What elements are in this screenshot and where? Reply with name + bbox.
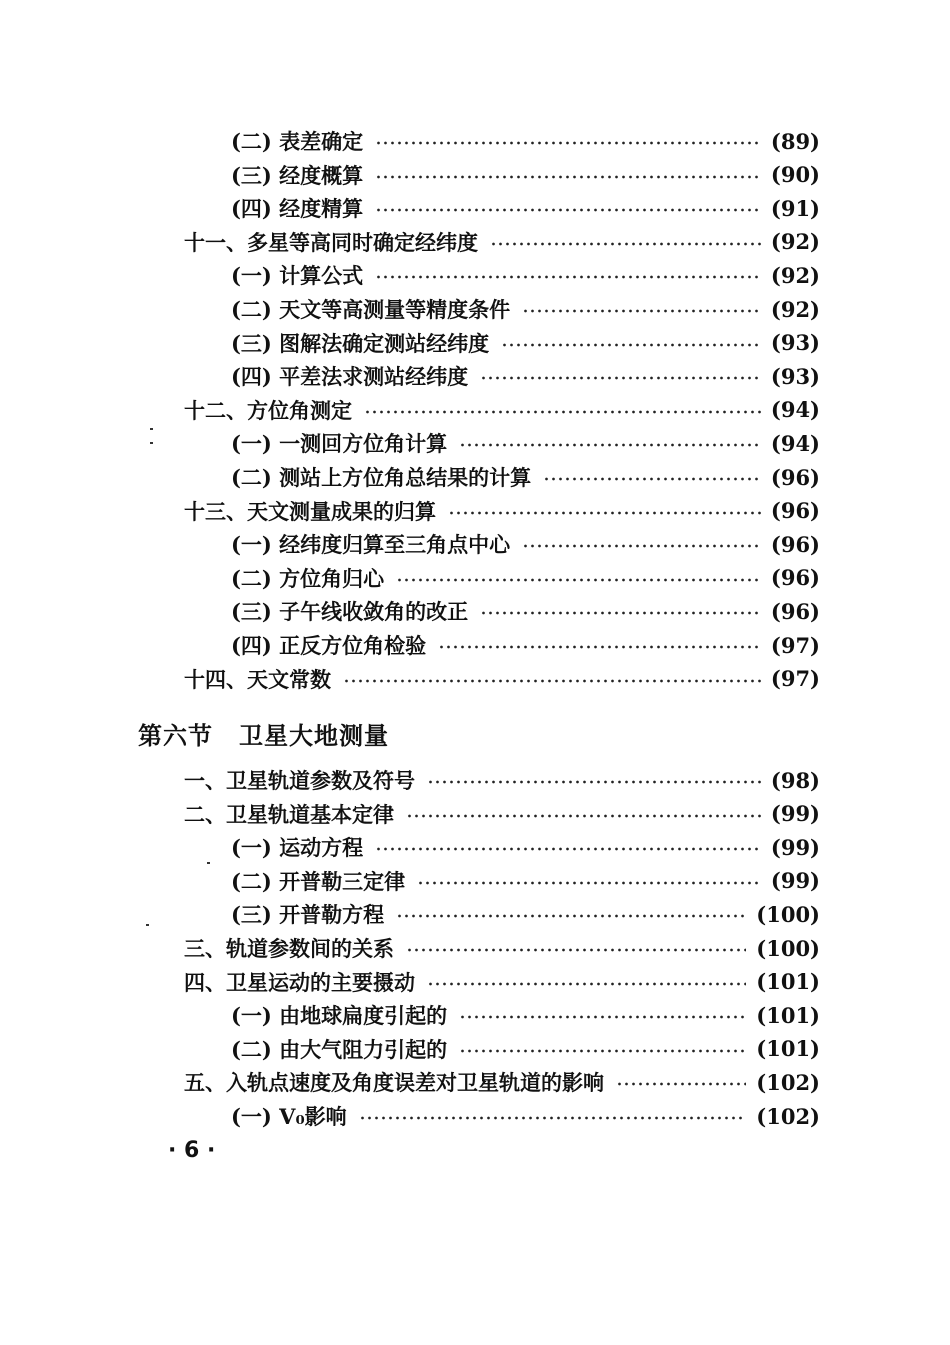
toc-entry-title: (一) 一测回方位角计算 (231, 431, 448, 457)
dot-leader (522, 544, 761, 548)
toc-entry (184, 966, 820, 998)
toc-entry-title: 一、卫星轨道参数及符号 (184, 768, 415, 793)
dot-leader (438, 645, 761, 649)
toc-entry (231, 562, 820, 594)
toc-entry-title: (二) 天文等高测量等精度条件 (231, 297, 511, 322)
toc-entry-title: 十三、天文测量成果的归算 (184, 498, 436, 524)
toc-entry-page: (94) (770, 430, 820, 456)
toc-entry-title: 三、轨道参数间的关系 (184, 936, 394, 961)
toc-entry-title: (一) 由地球扁度引起的 (231, 1003, 448, 1029)
dot-leader (522, 309, 761, 313)
toc-entry-title: (四) 经度精算 (231, 196, 364, 222)
toc-entry-page: (96) (770, 531, 820, 557)
dot-leader (417, 881, 761, 885)
section-number: 第六节 (138, 722, 213, 750)
toc-entry-page: (101) (756, 1002, 820, 1028)
scan-speck (146, 924, 149, 926)
toc-entry-page: (99) (770, 801, 820, 827)
scan-speck (150, 428, 153, 430)
toc-entry-title: 十四、天文常数 (184, 666, 331, 692)
dot-leader (543, 477, 761, 481)
toc-entry (184, 495, 820, 527)
toc-entry (231, 898, 820, 930)
toc-entry-title: 五、入轨点速度及角度误差对卫星轨道的影响 (184, 1070, 604, 1096)
toc-entry (231, 461, 820, 493)
toc-entry-title: (三) 子午线收敛角的改正 (231, 599, 469, 625)
dot-leader (480, 376, 761, 380)
dot-leader (448, 511, 761, 515)
toc-entry-page: (101) (756, 969, 820, 995)
toc-entry-page: (93) (770, 330, 820, 356)
toc-entry-title: 四、卫星运动的主要摄动 (184, 969, 415, 995)
dot-leader (406, 814, 761, 818)
toc-entry-title: (二) 表差确定 (231, 129, 364, 154)
toc-entry-page: (99) (770, 868, 820, 894)
toc-entry-page: (96) (770, 498, 820, 524)
toc-entry (231, 327, 820, 359)
toc-entry (231, 159, 820, 191)
toc-entry-page: (100) (756, 901, 820, 927)
toc-entry-title: 十一、多星等高同时确定经纬度 (184, 229, 478, 255)
toc-entry-page: (100) (756, 935, 820, 961)
toc-entry (184, 764, 820, 796)
toc-entry (231, 528, 820, 560)
toc-entry-page: (89) (770, 128, 820, 154)
dot-leader (375, 141, 761, 145)
toc-entry (184, 226, 820, 258)
page-number: · 6 · (168, 1138, 216, 1163)
toc-entry (231, 595, 820, 627)
dot-leader (343, 679, 761, 683)
toc-entry (231, 259, 820, 291)
toc-entry (184, 932, 820, 964)
toc-entry (231, 831, 820, 863)
toc-entry (231, 125, 820, 157)
toc-entry-title: (三) 图解法确定测站经纬度 (231, 330, 490, 356)
toc-entry-page: (96) (770, 598, 820, 624)
toc-entry (231, 865, 820, 897)
dot-leader (480, 611, 761, 615)
toc-entry-title: (三) 开普勒方程 (231, 902, 385, 928)
dot-leader (396, 578, 761, 582)
dot-leader (459, 1015, 746, 1019)
dot-leader (396, 914, 746, 918)
toc-entry (184, 1066, 820, 1098)
dot-leader (364, 410, 761, 414)
section-title: 卫星大地测量 (239, 722, 389, 750)
toc-entry-title: (四) 平差法求测站经纬度 (231, 364, 469, 390)
scan-speck (207, 862, 210, 864)
toc-entry-page: (92) (770, 229, 820, 255)
toc-entry-page: (98) (770, 767, 820, 793)
scan-speck (150, 442, 153, 444)
section-heading (138, 716, 389, 751)
toc-entry-page: (92) (770, 296, 820, 322)
toc-entry (231, 427, 820, 459)
toc-entry-page: (94) (770, 397, 820, 423)
toc-entry-title: (四) 正反方位角检验 (231, 633, 427, 658)
toc-entry (231, 629, 820, 661)
toc-entry (184, 798, 820, 830)
toc-entry-title: 十二、方位角测定 (184, 397, 352, 423)
dot-leader (459, 1049, 746, 1053)
toc-entry-title: (二) 方位角归心 (231, 565, 385, 591)
toc-entry-title: (二) 测站上方位角总结果的计算 (231, 465, 532, 490)
dot-leader (375, 275, 761, 279)
dot-leader (427, 780, 761, 784)
dot-leader (359, 1116, 747, 1120)
toc-entry (231, 1033, 820, 1065)
dot-leader (375, 847, 761, 851)
toc-entry (231, 1100, 820, 1132)
toc-entry-page: (90) (770, 162, 820, 188)
toc-entry (184, 394, 820, 426)
toc-entry-page: (102) (756, 1069, 820, 1095)
toc-entry-page: (96) (770, 565, 820, 591)
toc-entry-page: (96) (770, 464, 820, 490)
toc-entry (231, 293, 820, 325)
toc-entry-title: (三) 经度概算 (231, 162, 364, 188)
toc-entry-title: (二) 开普勒三定律 (231, 868, 406, 894)
toc-entry-page: (102) (756, 1103, 820, 1129)
toc-entry-page: (93) (770, 363, 820, 389)
toc-entry-title: (一) 经纬度归算至三角点中心 (231, 532, 511, 558)
toc-entry-title: 二、卫星轨道基本定律 (184, 801, 394, 827)
toc-entry-page: (92) (770, 262, 820, 288)
toc-entry-page: (97) (770, 666, 820, 692)
toc-entry-page: (101) (756, 1036, 820, 1062)
dot-leader (427, 982, 746, 986)
toc-entry (231, 192, 820, 224)
dot-leader (459, 443, 761, 447)
dot-leader (490, 242, 761, 246)
toc-entry-title: (一) 计算公式 (231, 263, 364, 289)
toc-entry-page: (97) (770, 632, 820, 658)
dot-leader (501, 343, 761, 347)
toc-entry-page: (91) (770, 195, 820, 221)
toc-entry-title: (一) V₀影响 (231, 1104, 347, 1129)
toc-entry (231, 360, 820, 392)
toc-entry (231, 999, 820, 1031)
dot-leader (406, 948, 746, 952)
dot-leader (616, 1082, 746, 1086)
toc-entry (184, 663, 820, 695)
dot-leader (375, 175, 761, 179)
toc-entry-title: (一) 运动方程 (231, 835, 364, 861)
toc-entry-title: (二) 由大气阻力引起的 (231, 1036, 448, 1062)
dot-leader (375, 208, 761, 212)
toc-entry-page: (99) (770, 834, 820, 860)
